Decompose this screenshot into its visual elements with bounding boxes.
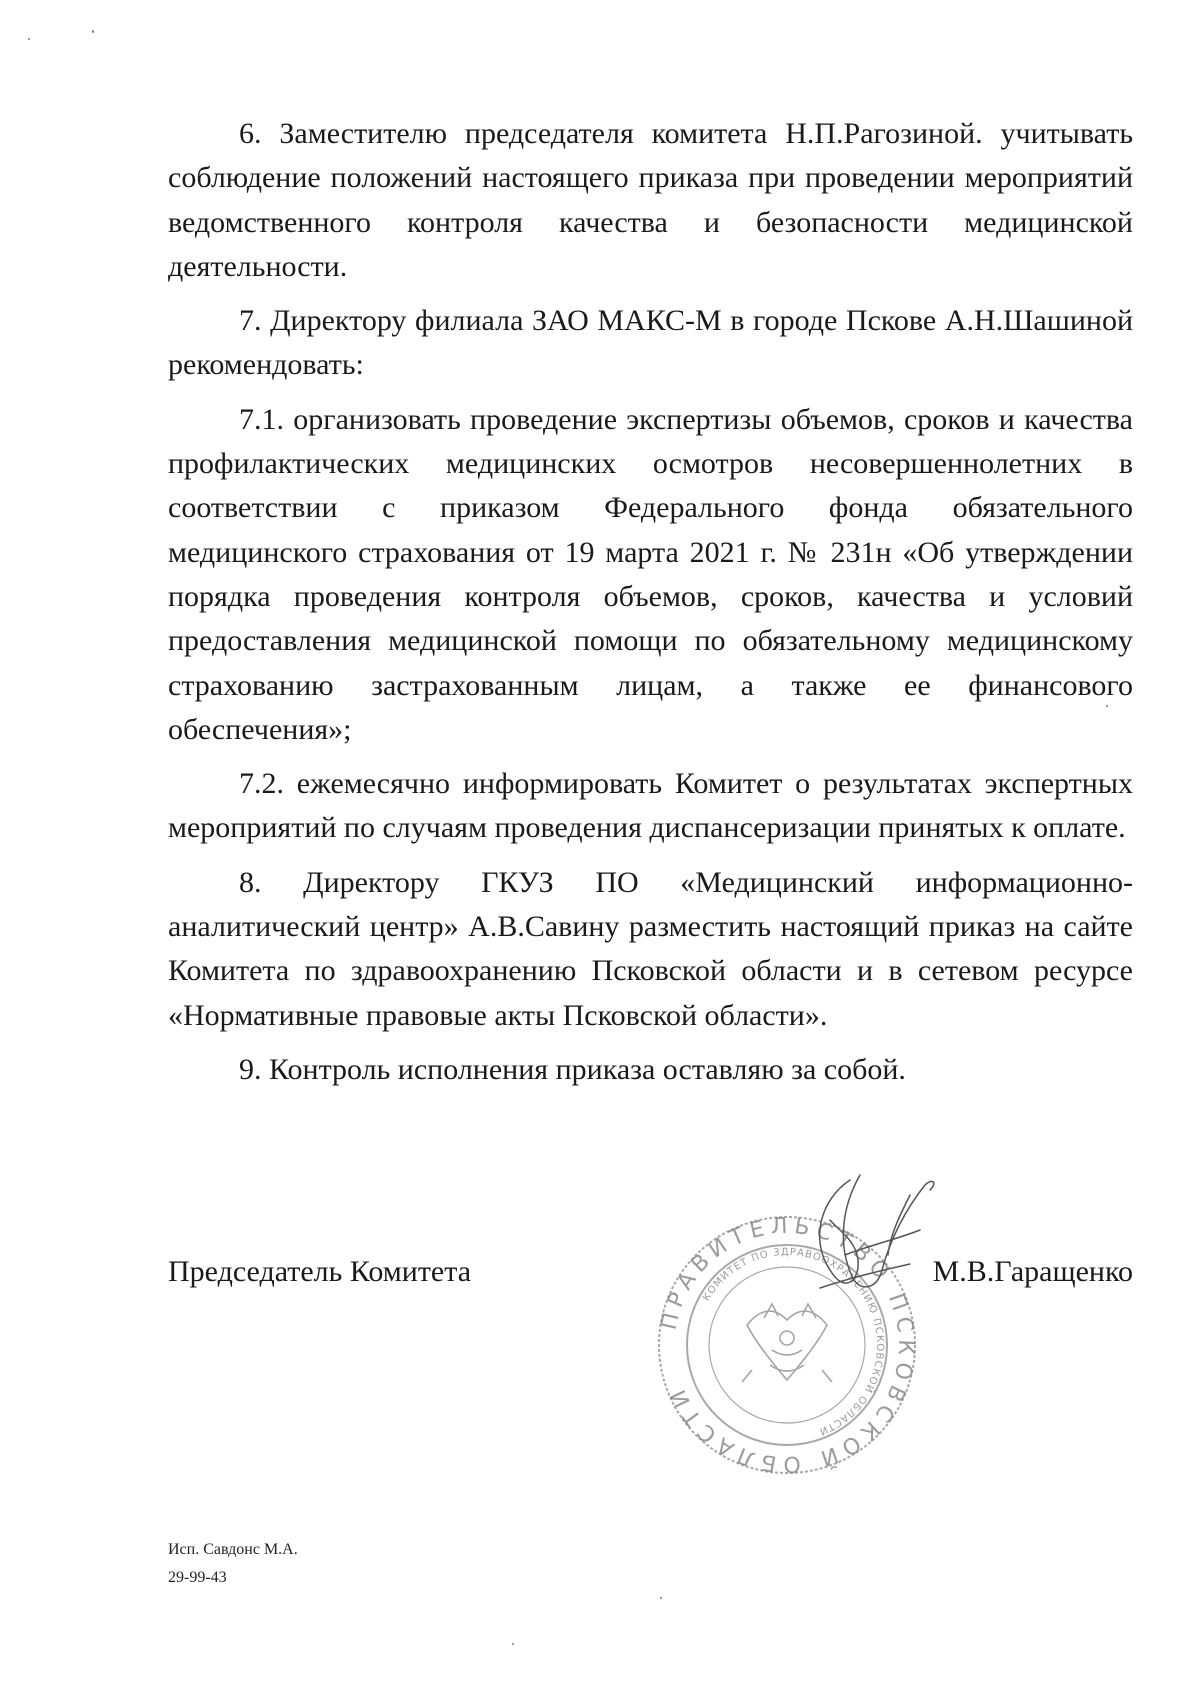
paragraph-8: 8. Директору ГКУЗ ПО «Медицинский информационно-аналитический центр» А.В.Савину разместить настоящий приказ на сайте Комитета по здравоохранению Псковской области и в сетевом ресурсе «Нормативные правовые акты Псковской области».	[168, 865, 1133, 1032]
signatory-position: Председатель Комитета	[168, 1255, 472, 1288]
stamp-outer-text: ПРАВИТЕЛЬСТВО ПСКОВСКОЙ ОБЛАСТИ	[656, 1213, 919, 1477]
order-body	[168, 112, 1133, 1092]
scan-speck	[512, 1643, 514, 1645]
scan-speck	[660, 1597, 662, 1599]
executor-block	[168, 1536, 298, 1592]
coat-of-arms-icon	[742, 1304, 832, 1382]
stamp-inner-text: КОМИТЕТ ПО ЗДРАВООХРАНЕНИЮ ПСКОВСКОЙ ОБЛАСТИ	[701, 1246, 886, 1437]
paragraph-6: 6. Заместителю председателя комитета Н.П.Рагозиной. учитывать соблюдение положений настоящего приказа при проведении мероприятий ведомственного контроля качества и безопасности медицинской деятельности.	[168, 117, 1133, 283]
executor-name: Исп. Савдонс М.А.	[168, 1541, 298, 1558]
scan-speck	[28, 38, 30, 40]
paragraph-7: 7. Директору филиала ЗАО МАКС-М в городе Пскове А.Н.Шашиной рекомендовать:	[168, 304, 1133, 382]
scan-speck	[92, 30, 94, 33]
executor-phone: 29-99-43	[168, 1569, 227, 1586]
paragraph-7-2: 7.2. ежемесячно информировать Комитет о результатах экспертных мероприятий по случаям проведения диспансеризации принятых к оплате.	[168, 767, 1133, 845]
paragraph-7-1: 7.1. организовать проведение экспертизы объемов, сроков и качества профилактических медицинских осмотров несовершеннолетних в соответствии с приказом Федерального фонда обязательного медицинского страхования от 19 марта 2021 г. № 231н «Об утверждении порядка проведения контроля объемов, сроков, качества и условий предоставления медицинской помощи по обязательному медицинскому страхованию застрахованным лицам, а также ее финансового обеспечения»;	[168, 402, 1133, 746]
signatory-name: М.В.Гаращенко	[932, 1255, 1133, 1288]
paragraph-9: 9. Контроль исполнения приказа оставляю за собой.	[239, 1052, 906, 1086]
signature-block	[168, 1252, 1133, 1302]
